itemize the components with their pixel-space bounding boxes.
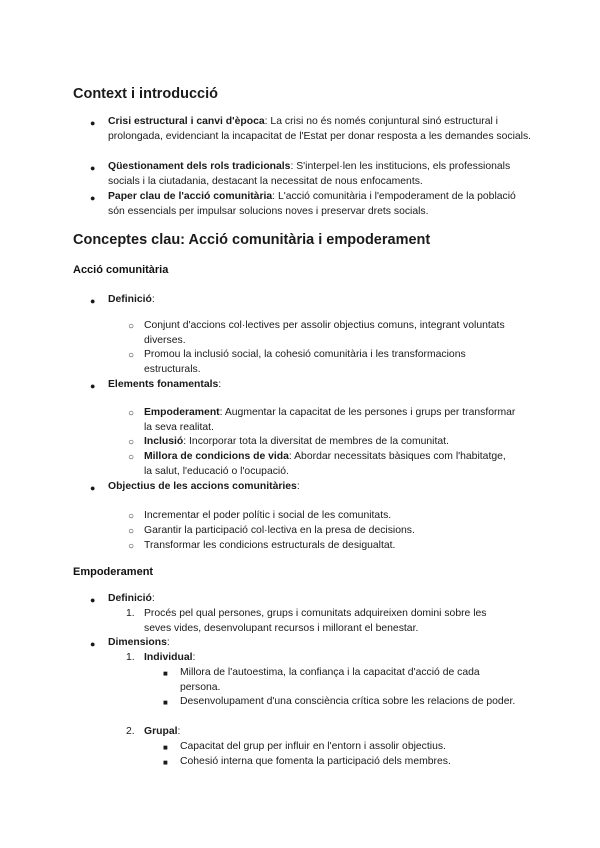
bullet-circle-icon: ○ (128, 511, 135, 522)
bullet-square-icon: ■ (163, 743, 168, 752)
accio-objectius-label: Objectius de les accions comunitàries: (108, 481, 300, 492)
dimension-item: Capacitat del grup per influir en l'entorn i assolir objectius. (180, 741, 446, 752)
bullet-circle-icon: ○ (128, 350, 135, 361)
bullet-circle-icon: ○ (128, 437, 135, 448)
bullet-square-icon: ■ (163, 698, 168, 707)
context-item (108, 189, 532, 219)
number-marker: 1. (126, 652, 135, 663)
subsection-title-empoderament: Empoderament (73, 566, 154, 578)
bullet-circle-icon: ○ (128, 452, 135, 463)
accio-objectiu-item: Garantir la participació col·lectiva en la presa de decisions. (144, 525, 415, 536)
section-title-concepts: Conceptes clau: Acció comunitària i empoderament (73, 232, 431, 248)
accio-objectiu-item: Incrementar el poder polític i social de les comunitats. (144, 510, 392, 521)
bullet-circle-icon: ○ (128, 408, 135, 419)
dimension-item: Desenvolupament d'una consciència crítica sobre les relacions de poder. (180, 696, 516, 707)
context-item (108, 159, 532, 189)
bullet-dot-icon: ● (90, 118, 96, 128)
bullet-dot-icon: ● (90, 296, 96, 306)
accio-element-item: Inclusió: Incorporar tota la diversitat de membres de la comunitat. (144, 436, 449, 447)
accio-element-item: Millora de condicions de vida: Abordar necessitats bàsiques com l'habitatge, la salut, l'educació o l'ocupació. (144, 451, 506, 477)
dimension-item: Cohesió interna que fomenta la participació dels membres. (180, 756, 451, 767)
accio-definicio-item: Conjunt d'accions col·lectives per assolir objectius comuns, integrant voluntats diverses. (144, 320, 505, 346)
bullet-dot-icon: ● (90, 163, 96, 173)
dimension-label: Grupal: (144, 726, 181, 737)
context-item-term: Crisi estructural i canvi d'època (108, 116, 265, 127)
accio-elements-label: Elements fonamentals: (108, 379, 222, 390)
bullet-circle-icon: ○ (128, 541, 135, 552)
accio-definicio-item: Promou la inclusió social, la cohesió comunitària i les transformacions estructurals. (144, 349, 466, 375)
accio-element-item: Empoderament: Augmentar la capacitat de les persones i grups per transformar la seva realitat. (144, 407, 516, 433)
accio-definicio-label: Definició: (108, 294, 155, 305)
bullet-dot-icon: ● (90, 595, 96, 605)
context-item-text: : La crisi no és només conjuntural sinó estructural i prolongada, evidenciant la incapacitat de l'Estat per donar resposta a les demandes socials. (108, 116, 532, 142)
empoderament-definicio-item: Procés pel qual persones, grups i comunitats adquireixen domini sobre les seves vides, desenvolupant recursos i millorant el benestar. (144, 608, 487, 634)
context-item-text: : S'interpel·len les institucions, els professionals socials i la ciutadania, destacant la necessitat de nous enfocaments. (108, 161, 511, 187)
bullet-dot-icon: ● (90, 193, 96, 203)
empoderament-definicio-label: Definició: (108, 593, 155, 604)
number-marker: 1. (126, 608, 135, 619)
context-item-term: Paper clau de l'acció comunitària (108, 191, 273, 202)
empoderament-dimensions-label: Dimensions: (108, 637, 170, 648)
bullet-dot-icon: ● (90, 639, 96, 649)
subsection-title-accio: Acció comunitària (73, 264, 169, 276)
bullet-circle-icon: ○ (128, 321, 135, 332)
number-marker: 2. (126, 726, 135, 737)
context-item-text: : L'acció comunitària i l'empoderament de la població són essencials per impulsar solucions noves i preservar drets socials. (108, 191, 516, 217)
dimension-label: Individual: (144, 652, 196, 663)
context-item-term: Qüestionament dels rols tradicionals (108, 161, 291, 172)
dimension-item: Millora de l'autoestima, la confiança i la capacitat d'acció de cada persona. (180, 667, 480, 693)
bullet-circle-icon: ○ (128, 526, 135, 537)
bullet-square-icon: ■ (163, 669, 168, 678)
context-item (108, 114, 532, 144)
bullet-square-icon: ■ (163, 758, 168, 767)
bullet-dot-icon: ● (90, 381, 96, 391)
accio-objectiu-item: Transformar les condicions estructurals de desigualtat. (144, 540, 396, 551)
section-title-context: Context i introducció (73, 86, 218, 102)
bullet-dot-icon: ● (90, 483, 96, 493)
